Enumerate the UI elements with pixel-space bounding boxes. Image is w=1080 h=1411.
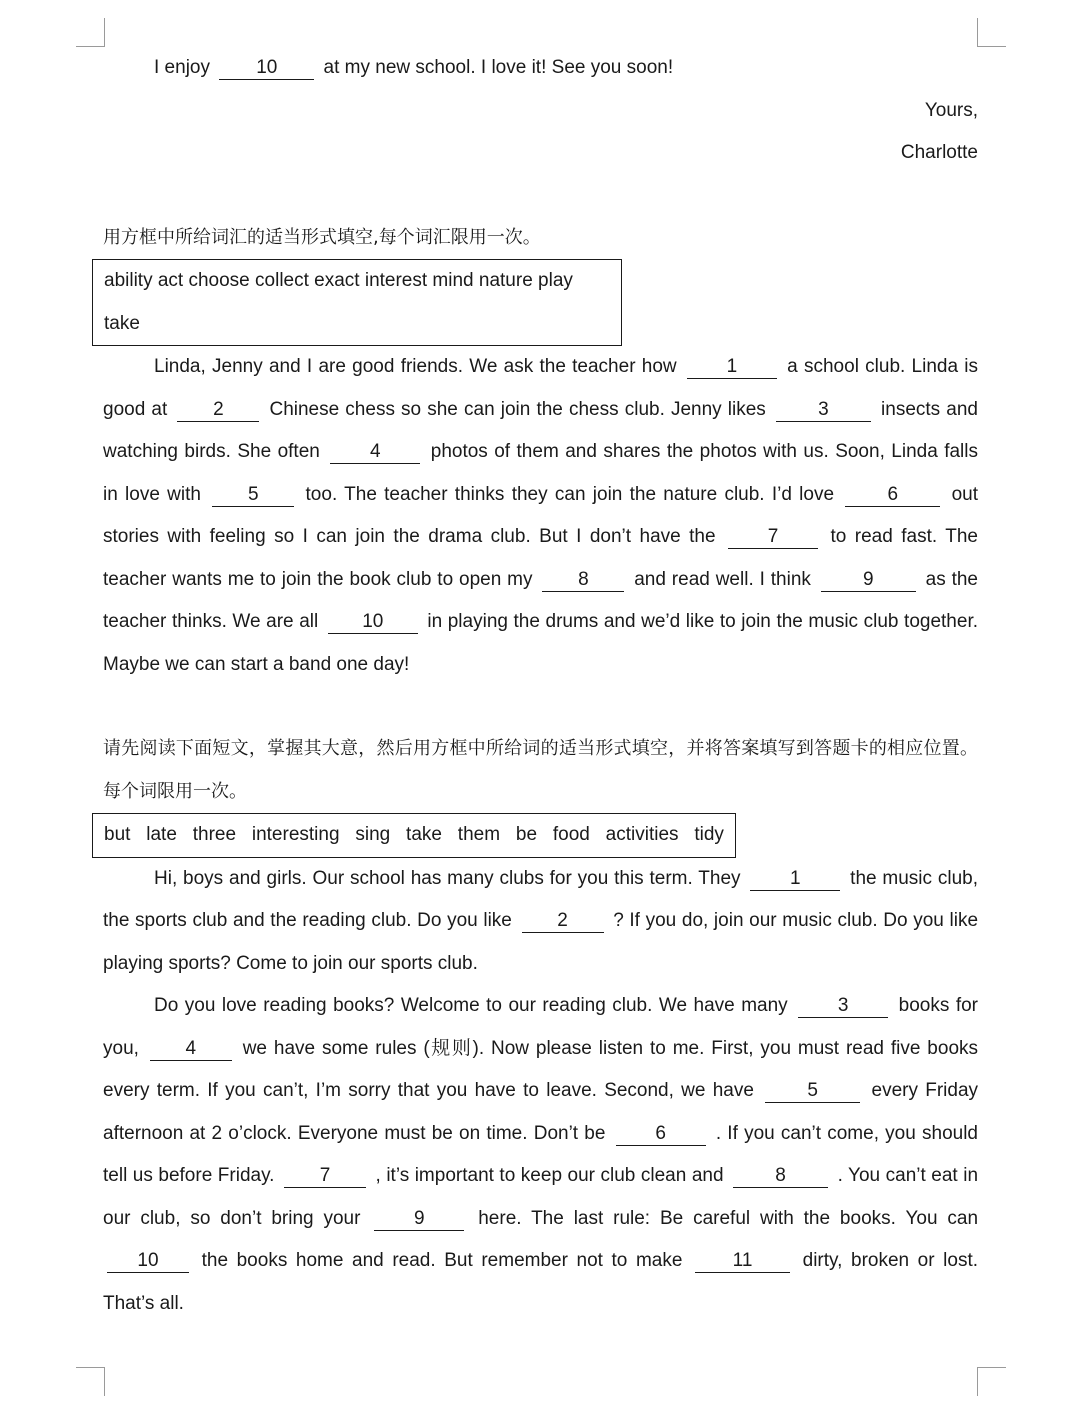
answer-blank-1[interactable]: 1 [750,868,840,891]
word-box-word: them [457,824,501,845]
answer-blank-4[interactable]: 4 [150,1038,232,1061]
section1-word-box [92,259,622,346]
section1-passage [103,346,978,686]
passage-text: the books home and read. But remember not to make [201,1250,683,1271]
answer-blank[interactable]: 10 [219,57,314,80]
word-box-word: interesting [251,824,340,845]
corner-mark-top-left [76,18,105,47]
word-box-text: ability act choose collect exact interest mind nature play take [104,270,573,334]
passage-text: as the teacher thinks. We are all [103,568,978,632]
word-box-word: food [552,824,590,845]
answer-blank-10[interactable]: 10 [107,1250,189,1273]
passage-text: out stories with feeling so I can join the drama club. But I don’t have the [103,483,979,547]
answer-blank-8[interactable]: 8 [542,569,624,592]
answer-blank-6[interactable]: 6 [616,1123,706,1146]
letter-last-line [103,47,978,90]
answer-blank-3[interactable]: 3 [798,995,888,1018]
word-box-word: activities [605,824,679,845]
answer-blank-2[interactable]: 2 [522,910,604,933]
answer-blank-9[interactable]: 9 [374,1208,464,1231]
section2-instruction: 请先阅读下面短文，掌握其大意，然后用方框中所给词的适当形式填空，并将答案填写到答题卡的相应位置。每个词限用一次。 [103,738,978,802]
section2-paragraph2 [103,985,978,1325]
answer-blank-5[interactable]: 5 [765,1080,860,1103]
document-page [103,47,978,1325]
answer-blank-9[interactable]: 9 [821,569,916,592]
word-box-word: but [104,824,131,845]
section-gap [103,686,978,728]
passage-text: a school club. Linda is good at [103,356,979,420]
passage-text: ? If you do, join our music club. Do you like playing sports? Come to join our sports club. [103,910,979,974]
word-box-word: tidy [694,824,724,845]
section2-paragraph1 [103,858,978,986]
answer-blank-5[interactable]: 5 [212,484,294,507]
answer-blank-7[interactable]: 7 [728,526,818,549]
word-box-word: three [192,824,237,845]
passage-text: Do you love reading books? Welcome to our reading club. We have many [154,995,788,1016]
answer-blank-4[interactable]: 4 [330,441,420,464]
word-box-word: take [406,824,442,845]
corner-mark-bottom-left [76,1367,105,1396]
answer-blank-6[interactable]: 6 [845,484,940,507]
passage-text: photos of them and shares the photos with us. Soon, Linda falls in love with [103,441,979,505]
passage-text: every Friday afternoon at 2 o’clock. Everyone must be on time. Don’t be [103,1080,979,1144]
passage-text: to read fast. The teacher wants me to join the book club to open my [103,526,978,590]
passage-text: . If you can’t come, you should tell us before Friday. [103,1122,978,1186]
passage-text: insects and watching birds. She often [103,398,978,462]
passage-text: books for you, [103,995,978,1059]
answer-blank-3[interactable]: 3 [776,399,871,422]
passage-text: in playing the drums and we’d like to join the music club together. Maybe we can start a band one day! [103,611,979,675]
passage-text: dirty, broken or lost. That’s all. [103,1250,979,1314]
passage-text: . You can’t eat in our club, so don’t bring your [103,1165,979,1229]
passage-text: we have some rules (规则). Now please listen to me. First, you must read five books every term. If you can’t, I’m sorry that you have to leave. Second, we have [103,1037,979,1101]
passage-text: , it’s important to keep our club clean and [375,1165,724,1186]
passage-text: Chinese chess so she can join the chess club. Jenny likes [269,398,766,420]
section-gap [103,175,978,217]
passage-text: and read well. I think [634,568,811,590]
letter-closing: Yours, [924,99,978,121]
letter-text: at my new school. I love it! See you soon! [323,57,674,78]
passage-text: Hi, boys and girls. Our school has many clubs for you this term. They [154,867,741,889]
answer-blank-11[interactable]: 11 [695,1250,790,1273]
answer-blank-2[interactable]: 2 [177,399,259,422]
word-box-word: be [515,824,538,845]
corner-mark-top-right [977,18,1006,47]
passage-text: here. The last rule: Be careful with the books. You can [478,1207,979,1229]
section1-instruction: 用方框中所给词汇的适当形式填空,每个词汇限用一次。 [103,226,541,248]
word-box-word: late [146,824,177,845]
letter-signature: Charlotte [900,142,978,163]
answer-blank-7[interactable]: 7 [284,1165,366,1188]
passage-text: the music club, the sports club and the reading club. Do you like [103,867,978,931]
answer-blank-8[interactable]: 8 [733,1165,828,1188]
word-box-words [104,814,724,857]
answer-blank-10[interactable]: 10 [328,611,418,634]
word-box-word: sing [355,824,391,845]
passage-text: too. The teacher thinks they can join the nature club. I’d love [305,483,835,505]
letter-text: I enjoy [154,57,210,78]
corner-mark-bottom-right [977,1367,1006,1396]
answer-blank-1[interactable]: 1 [687,356,777,379]
section2-word-box [92,813,736,858]
passage-text: Linda, Jenny and I are good friends. We ask the teacher how [154,356,677,377]
